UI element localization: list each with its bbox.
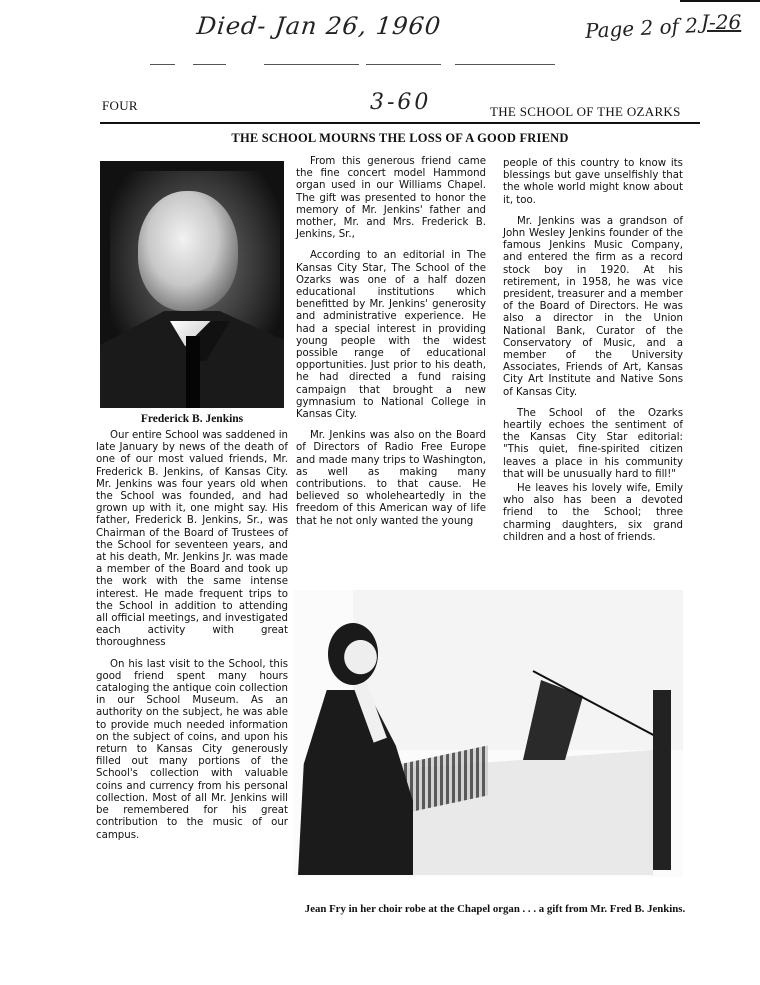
paragraph: He leaves his lovely wife, Emily who also has been a devoted friend to the School; three charming daughters, six grand children and a host of friends.: [503, 483, 683, 543]
paragraph: According to an editorial in The Kansas City Star, The School of the Ozarks was one of a half dozen educational institutions which benefitted by Mr. Jenkins' generosity and administrative experience. He had a special interest in providing young people with the widest possible range of educational opportunities. Just prior to his death, he had directed a fund raising campaign that brought a new gymnasium to National College in Kansas City.: [296, 250, 486, 421]
handwritten-page-count: Page 2 of 2: [584, 13, 699, 43]
publication-name: THE SCHOOL OF THE OZARKS: [490, 104, 681, 119]
portrait-photo: [100, 161, 284, 408]
organ-photo-caption: Jean Fry in her choir robe at the Chapel organ . . . a gift from Mr. Fred B. Jenkins.: [304, 903, 686, 915]
handwritten-issue-date: 3-60: [370, 90, 432, 115]
header-rule: [100, 122, 700, 124]
portrait-caption: Frederick B. Jenkins: [140, 413, 244, 425]
paragraph: Mr. Jenkins was a grandson of John Wesley Jenkins founder of the famous Jenkins Music Company, and entered the firm as a record stock boy in 1920. At his retirement, in 1958, he was vice president, treasurer and a member of the Board of Directors. He was also a director in the Union National Bank, Curator of the Conservatory of Music, and a member of the University Associates, Friends of Art, Kansas City Art Institute and Native Sons of Kansas City.: [503, 215, 683, 398]
paragraph: From this generous friend came the fine concert model Hammond organ used in our Williams Chapel. The gift was presented to honor the memory of Mr. Jenkins' father and mother, Mr. and Mrs. Frederick B. Jenkins, Sr.,: [296, 156, 486, 241]
paragraph: people of this country to know its blessings but gave unselfishly that the whole world might know about it, too.: [503, 158, 683, 206]
handwritten-death-date: Died- Jan 26, 1960: [195, 12, 443, 40]
paragraph: The School of the Ozarks heartily echoes the sentiment of the Kansas City Star editorial: "This quiet, fine-spirited citizen leaves a place in his community that will be unusually hard to fill!": [503, 407, 683, 480]
form-line: [264, 64, 359, 65]
form-line: [150, 64, 175, 65]
form-line: [193, 64, 226, 65]
form-line: [366, 64, 441, 65]
page-number-label: FOUR: [102, 98, 138, 113]
article-column-1: [96, 430, 288, 851]
paragraph: Our entire School was saddened in late January by news of the death of one of our most valued friends, Mr. Frederick B. Jenkins, of Kansas City. Mr. Jenkins was four years old when the School was founded, and had grown up with it, one might say. His father, Frederick B. Jenkins, Sr., was Chairman of the Board of Trustees of the School for seventeen years, and at his death, Mr. Jenkins Jr. was made a member of the Board and took up the work with the same intense interest. He made frequent trips to the School in addition to attending all official meetings, and investigated each activity with great thoroughness: [96, 430, 288, 649]
scan-edge-mark: [680, 0, 760, 2]
article-column-2: [296, 156, 486, 537]
paragraph: On his last visit to the School, this good friend spent many hours cataloging the antique coin collection in our School Museum. As an authority on the subject, he was able to provide much needed information on the subject of coins, and upon his return to Kansas City generously filled out many portions of the School's collection with valuable coins and currency from his personal collection. Most of all Mr. Jenkins will be remembered for his great contribution to the music of our campus.: [96, 658, 288, 841]
handwritten-reference: J-26: [701, 10, 742, 34]
paragraph: Mr. Jenkins was also on the Board of Directors of Radio Free Europe and made many trips to Washington, as well as making many contributions. to that cause. He believed so wholeheartedly in the freedom of this American way of life that he not only wanted the young: [296, 430, 486, 527]
article-title: THE SCHOOL MOURNS THE LOSS OF A GOOD FRIEND: [231, 131, 569, 145]
form-line: [455, 64, 555, 65]
article-column-3: [503, 158, 683, 553]
organ-photo: [293, 590, 683, 877]
